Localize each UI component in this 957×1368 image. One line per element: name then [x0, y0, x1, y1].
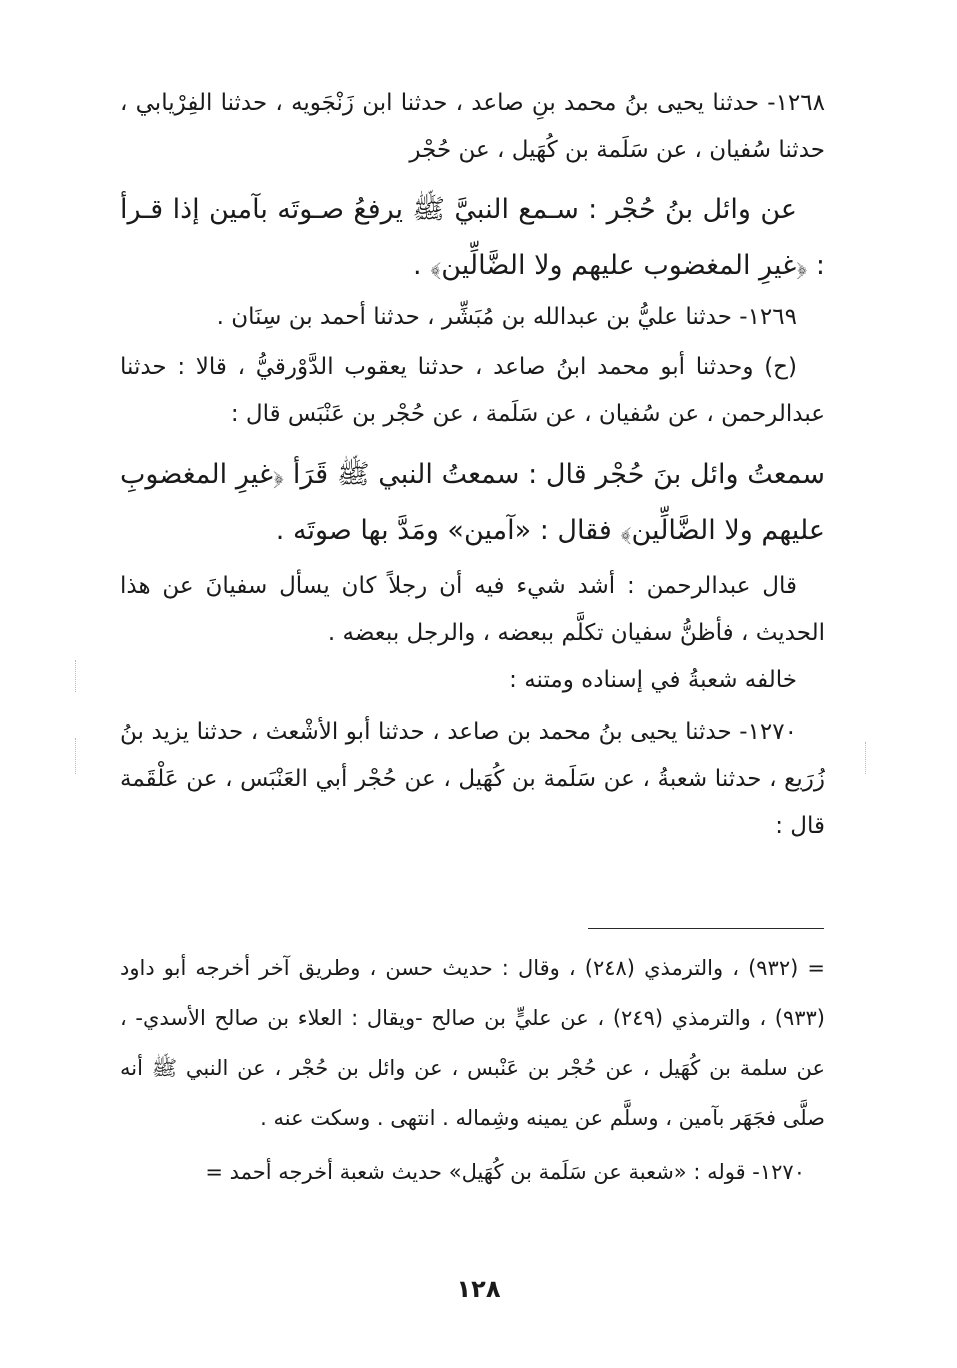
footnotes-block	[120, 943, 825, 1197]
shuba-disagreement-note: خالفه شعبةُ في إسناده ومتنه :	[509, 667, 797, 693]
hadith-1268-isnad: ١٢٦٨- حدثنا يحيى بنُ محمد بنِ صاعد ، حدثنا ابن زَنْجَويه ، حدثنا الفِرْيابي ، حدثنا سُفيان ، عن سَلَمة بن كُهَيل ، عن حُجْر	[120, 90, 825, 163]
footnote-separator	[588, 928, 824, 929]
footnote-continued: = (٩٣٢) ، والترمذي (٢٤٨) ، وقال : حديث حسن ، وطريق آخر أخرجه أبو داود (٩٣٣) ، والترمذي (٢٤٩) ، عن عليٍّ بن صالح -ويقال : العلاء بن صالح الأسدي- ، عن سلمة بن كُهَيل ، عن حُجْر بن عَنْبس ، عن وائل بن حُجْر ، عن النبي ﷺ أنه صلَّى فجَهَر بآمين ، وسلَّم عن يمينه وشِماله . انتهى . وسكت عنه .	[120, 956, 825, 1130]
hadith-1270-isnad: ١٢٧٠- حدثنا يحيى بنُ محمد بن صاعد ، حدثنا أبو الأشْعث ، حدثنا يزيد بنُ زُرَيع ، حدثنا شعبةُ ، عن سَلَمة بن كُهَيل ، عن حُجْر أبي العَنْبَس ، عن عَلْقَمة قال :	[120, 719, 825, 839]
hadith-1269-isnad: ١٢٦٩- حدثنا عليُّ بن عبدالله بن مُبَشِّر ، حدثنا أحمد بن سِنَان .	[216, 304, 797, 330]
page-number: ١٢٨	[456, 1275, 501, 1303]
hadith-1268-matn: عن وائل بنُ حُجْر : سـمع النبيَّ ﷺ يرفعُ صـوتَه بآمين إذا قـرأ : ﴿غيرِ المغضوب عليهم ولا الضَّالِّين﴾ .	[120, 194, 825, 281]
margin-ink-mark	[75, 738, 76, 774]
footnote-1270: ١٢٧٠- قوله : «شعبة عن سَلَمة بن كُهَيل» حديث شعبة أخرجه أحمد =	[205, 1160, 805, 1184]
abd-al-rahman-comment: قال عبدالرحمن : أشد شيء فيه أن رجلاً كان يسأل سفيانَ عن هذا الحديث ، فأظنُّ سفيان تكلَّم ببعضه ، والرجل ببعضه .	[120, 573, 825, 646]
margin-ink-mark	[75, 660, 76, 692]
main-text	[120, 80, 825, 850]
hadith-1269-matn: سمعتُ وائل بنَ حُجْر قال : سمعتُ النبي ﷺ قَرَأ ﴿غيرِ المغضوبِ عليهم ولا الضَّالِّين﴾ فقال : «آمين» ومَدَّ بها صوتَه .	[120, 459, 825, 546]
hadith-1269-second-isnad: (ح) وحدثنا أبو محمد ابنُ صاعد ، حدثنا يعقوب الدَّوْرقيُّ ، قالا : حدثنا عبدالرحمن ، عن سُفيان ، عن سَلَمة ، عن حُجْر بن عَنْبَس قال :	[120, 354, 825, 427]
margin-ink-mark	[865, 742, 866, 774]
